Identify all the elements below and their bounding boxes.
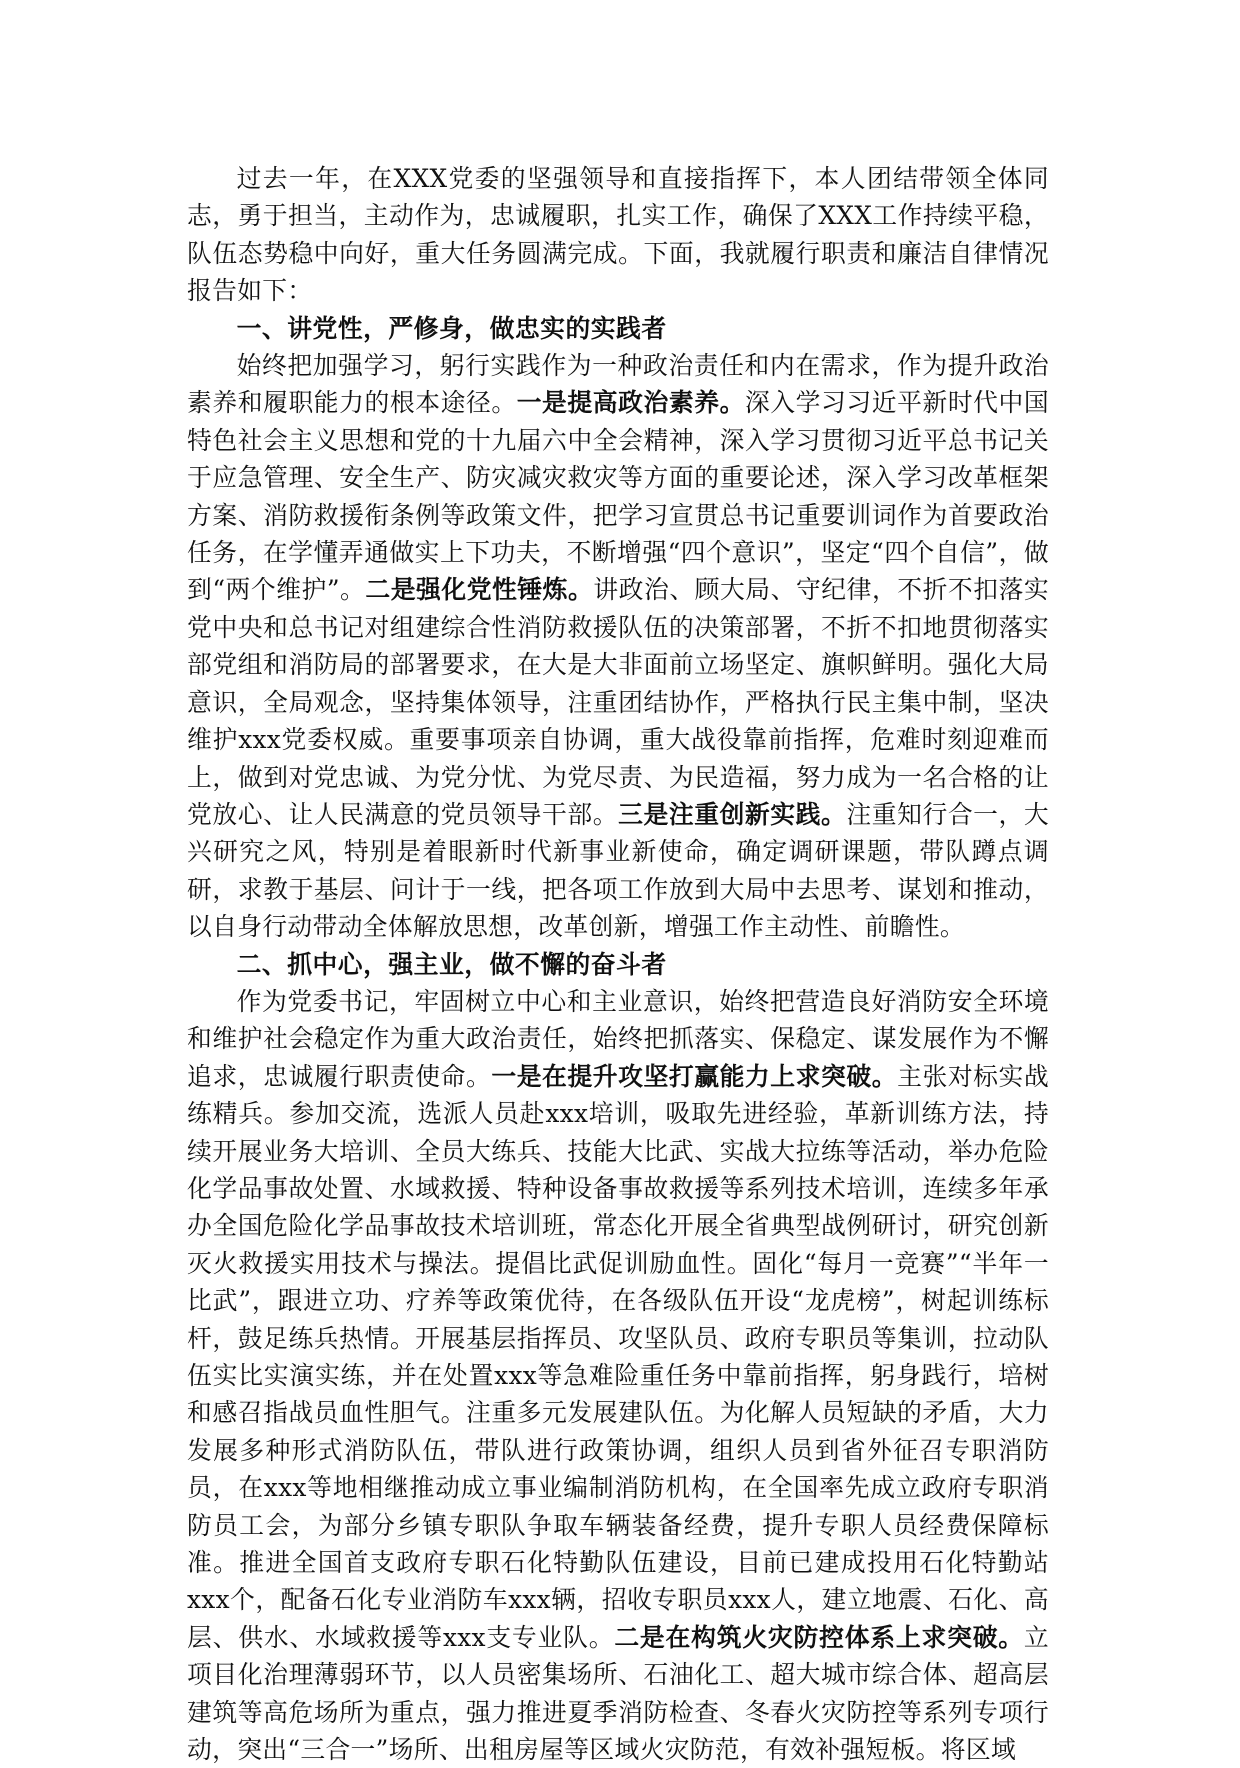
section-2-lead: 作为党委书记，牢固树立中心和主业意识，始终把营造良好消防安全环境和维护社会稳定作为重大政治责任，始终把抓落实、保稳定、谋发展作为不懈追求，忠诚履行职责使命。 — [187, 986, 1049, 1091]
section-1-point-1-body: 深入学习习近平新时代中国特色社会主义思想和党的十九届六中全会精神，深入学习贯彻习近平总书记关于应急管理、安全生产、防灾减灾救灾等方面的重要论述，深入学习改革框架方案、消防救援衔条例等政策文件，把学习宣贯总书记重要训词作为首要政治任务，在学懂弄通做实上下功夫，不断增强“四个意识”，坚定“四个自信”，做到“两个维护”。 — [187, 388, 1049, 605]
document-body — [187, 160, 1049, 1768]
section-1-heading: 一、讲党性，严修身，做忠实的实践者 — [236, 313, 667, 343]
section-2-point-1-body: 主张对标实战练精兵。参加交流，选派人员赴xxx培训，吸取先进经验，革新训练方法，持续开展业务大培训、全员大练兵、技能大比武、实战大拉练等活动，举办危险化学品事故处置、水域救援、特种设备事故救援等系列技术培训，连续多年承办全国危险化学品事故技术培训班，常态化开展全省典型战例研讨，研究创新灭火救援实用技术与操法。提倡比武促训励血性。固化“每月一竞赛”“半年一比武”，跟进立功、疗养等政策优待，在各级队伍开设“龙虎榜”，树起训练标杆，鼓足练兵热情。开展基层指挥员、攻坚队员、政府专职员等集训，拉动队伍实比实演实练，并在处置xxx等急难险重任务中靠前指挥，躬身践行，培树和感召指战员血性胆气。注重多元发展建队伍。为化解人员短缺的矛盾，大力发展多种形式消防队伍，带队进行政策协调，组织人员到省外征召专职消防员，在xxx等地相继推动成立事业编制消防机构，在全国率先成立政府专职消防员工会，为部分乡镇专职队争取车辆装备经费，提升专职人员经费保障标准。推进全国首支政府专职石化特勤队伍建设，目前已建成投用石化特勤站xxx个，配备石化专业消防车xxx辆，招收专职员xxx人，建立地震、石化、高层、供水、水域救援等xxx支专业队。 — [187, 1061, 1049, 1652]
section-2-heading: 二、抓中心，强主业，做不懈的奋斗者 — [236, 949, 667, 979]
section-1-point-2-title: 二是强化党性锤炼。 — [365, 575, 594, 605]
section-1-lead: 始终把加强学习，躬行实践作为一种政治责任和内在需求，作为提升政治素养和履职能力的根本途径。 — [187, 351, 1049, 418]
section-1-point-3-body: 注重知行合一，大兴研究之风，特别是着眼新时代新事业新使命，确定调研课题，带队蹲点调研，求教于基层、问计于一线，把各项工作放到大局中去思考、谋划和推动，以自身行动带动全体解放思想，改革创新，增强工作主动性、前瞻性。 — [187, 799, 1049, 942]
section-2-point-1-title: 一是在提升攻坚打赢能力上求突破。 — [491, 1061, 898, 1091]
section-1-point-2-body: 讲政治、顾大局、守纪律，不折不扣落实党中央和总书记对组建综合性消防救援队伍的决策部署，不折不扣地贯彻落实部党组和消防局的部署要求，在大是大非面前立场坚定、旗帜鲜明。强化大局意识，全局观念，坚持集体领导，注重团结协作，严格执行民主集中制，坚决维护xxx党委权威。重要事项亲自协调，重大战役靠前指挥，危难时刻迎难而上，做到对党忠诚、为党分忧、为党尽责、为民造福，努力成为一名合格的让党放心、让人民满意的党员领导干部。 — [187, 575, 1050, 829]
section-1-paragraph — [187, 347, 1049, 946]
section-1-point-1-title: 一是提高政治素养。 — [516, 388, 745, 418]
section-2-point-2-body: 立项目化治理薄弱环节，以人员密集场所、石油化工、超大城市综合体、超高层建筑等高危场所为重点，强力推进夏季消防检查、冬春火灾防控等系列专项行动，突出“三合一”场所、出租房屋等区域火灾防范，有效补强短板。将区域 — [187, 1622, 1049, 1765]
intro-text: 过去一年，在XXX党委的坚强领导和直接指挥下，本人团结带领全体同志，勇于担当，主动作为，忠诚履职，扎实工作，确保了XXX工作持续平稳，队伍态势稳中向好，重大任务圆满完成。下面，我就履行职责和廉洁自律情况报告如下： — [187, 164, 1049, 306]
intro-paragraph — [187, 160, 1049, 310]
section-2-point-2-title: 二是在构筑火灾防控体系上求突破。 — [614, 1622, 1024, 1652]
section-1-point-3-title: 三是注重创新实践。 — [618, 799, 847, 829]
section-2-paragraph — [187, 983, 1049, 1768]
